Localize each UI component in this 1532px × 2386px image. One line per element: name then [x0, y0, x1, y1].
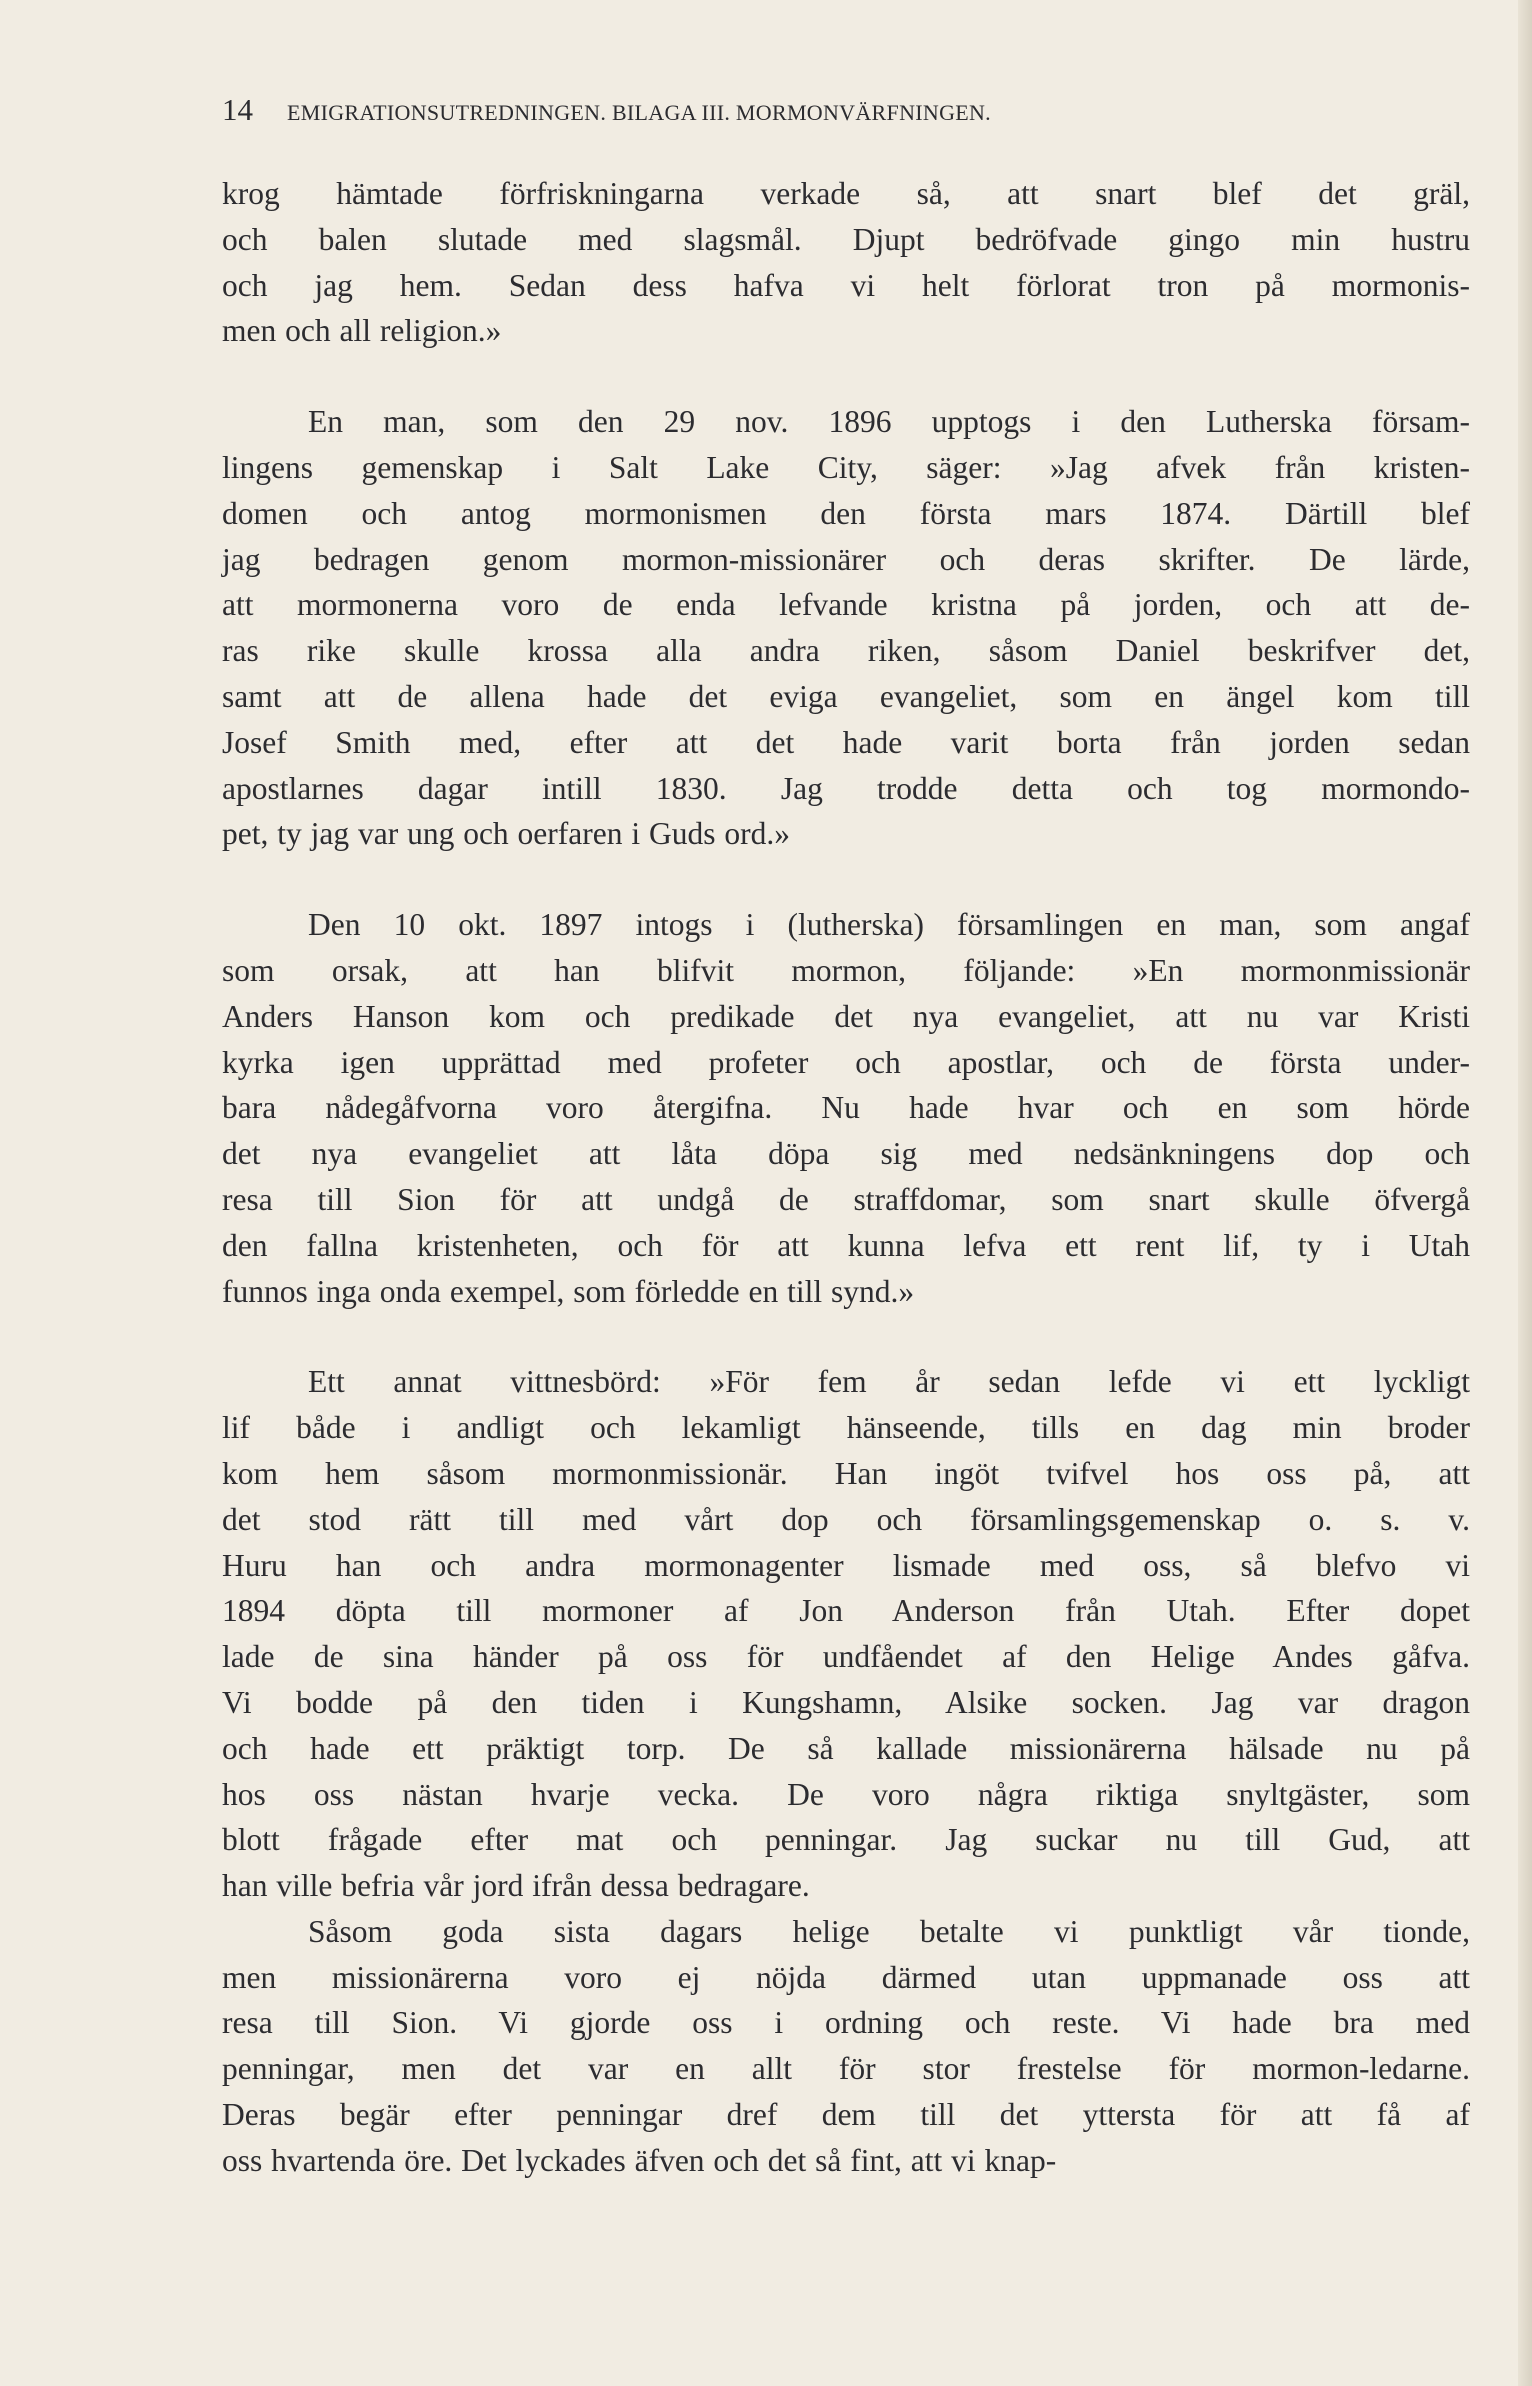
- text-line: men missionärerna voro ej nöjda därmed utan uppmanade oss att: [222, 1959, 1470, 1995]
- text-line: lif både i andligt och lekamligt hänseende, tills en dag min broder: [222, 1410, 1470, 1446]
- text-line: Ett annat vittnesbörd: »För fem år sedan lefde vi ett lyckligt: [308, 1364, 1470, 1400]
- paragraph: [222, 1909, 1470, 2184]
- text-line: lade de sina händer på oss för undfåendet af den Helige Andes gåfva.: [222, 1639, 1470, 1675]
- paragraph: [222, 902, 1470, 1314]
- text-line: funnos inga onda exempel, som förledde en till synd.»: [222, 1273, 915, 1309]
- text-line: oss hvartenda öre. Det lyckades äfven och det så fint, att vi knap-: [222, 2142, 1057, 2178]
- text-line: Den 10 okt. 1897 intogs i (lutherska) församlingen en man, som angaf: [308, 907, 1470, 943]
- text-line: Såsom goda sista dagars helige betalte vi punktligt vår tionde,: [308, 1913, 1470, 1949]
- text-line: kom hem såsom mormonmissionär. Han ingöt tvifvel hos oss på, att: [222, 1455, 1470, 1491]
- text-line: hos oss nästan hvarje vecka. De voro några riktiga snyltgäster, som: [222, 1776, 1470, 1812]
- text-line: penningar, men det var en allt för stor frestelse för mormon-ledarne.: [222, 2051, 1470, 2087]
- text-line: och balen slutade med slagsmål. Djupt bedröfvade gingo min hustru: [222, 221, 1470, 257]
- text-line: jag bedragen genom mormon-missionärer och deras skrifter. De lärde,: [222, 541, 1470, 577]
- text-line: bara nådegåfvorna voro återgifna. Nu hade hvar och en som hörde: [222, 1090, 1470, 1126]
- text-line: apostlarnes dagar intill 1830. Jag trodde detta och tog mormondo-: [222, 770, 1470, 806]
- running-head: [222, 92, 1402, 142]
- text-line: och hade ett präktigt torp. De så kallade missionärerna hälsade nu på: [222, 1730, 1470, 1766]
- text-line: blott frågade efter mat och penningar. Jag suckar nu till Gud, att: [222, 1822, 1470, 1858]
- text-line: samt att de allena hade det eviga evangeliet, som en ängel kom till: [222, 678, 1470, 714]
- text-line: ras rike skulle krossa alla andra riken, såsom Daniel beskrifver det,: [222, 633, 1470, 669]
- text-line: lingens gemenskap i Salt Lake City, säger: »Jag afvek från kristen-: [222, 449, 1470, 485]
- paragraph: [222, 171, 1470, 354]
- text-line: att mormonerna voro de enda lefvande kristna på jorden, och att de-: [222, 587, 1470, 623]
- running-title: EMIGRATIONSUTREDNINGEN. BILAGA III. MORMONVÄRFNINGEN.: [287, 100, 991, 125]
- text-line: och jag hem. Sedan dess hafva vi helt förlorat tron på mormonis-: [222, 267, 1470, 303]
- paragraph: [222, 1359, 1470, 1909]
- text-line: Vi bodde på den tiden i Kungshamn, Alsike socken. Jag var dragon: [222, 1684, 1470, 1720]
- text-line: krog hämtade förfriskningarna verkade så, att snart blef det gräl,: [222, 176, 1470, 211]
- text-line: Huru han och andra mormonagenter lismade med oss, så blefvo vi: [222, 1547, 1470, 1583]
- text-line: Josef Smith med, efter att det hade varit borta från jorden sedan: [222, 724, 1470, 760]
- text-line: Deras begär efter penningar dref dem till det yttersta för att få af: [222, 2097, 1470, 2133]
- text-line: 1894 döpta till mormoner af Jon Anderson från Utah. Efter dopet: [222, 1593, 1470, 1629]
- text-line: det nya evangeliet att låta döpa sig med nedsänkningens dop och: [222, 1136, 1470, 1172]
- text-line: resa till Sion. Vi gjorde oss i ordning och reste. Vi hade bra med: [222, 2005, 1470, 2041]
- text-line: det stod rätt till med vårt dop och församlingsgemenskap o. s. v.: [222, 1501, 1470, 1537]
- text-line: En man, som den 29 nov. 1896 upptogs i den Lutherska försam-: [308, 404, 1470, 440]
- text-line: resa till Sion för att undgå de straffdomar, som snart skulle öfvergå: [222, 1181, 1470, 1217]
- paragraph-gap: [222, 857, 1470, 902]
- page-edge: [1518, 0, 1532, 2386]
- text-line: som orsak, att han blifvit mormon, följande: »En mormonmissionär: [222, 952, 1470, 988]
- paragraph-gap: [222, 1314, 1470, 1359]
- text-line: den fallna kristenheten, och för att kunna lefva ett rent lif, ty i Utah: [222, 1227, 1470, 1263]
- text-line: men och all religion.»: [222, 313, 502, 349]
- body-text: [222, 171, 1470, 2184]
- paragraph-gap: [222, 354, 1470, 399]
- text-line: han ville befria vår jord ifrån dessa bedragare.: [222, 1868, 810, 1904]
- text-line: pet, ty jag var ung och oerfaren i Guds ord.»: [222, 816, 790, 852]
- page-number: 14: [222, 92, 253, 127]
- paragraph: [222, 399, 1470, 857]
- text-line: Anders Hanson kom och predikade det nya evangeliet, att nu var Kristi: [222, 998, 1470, 1034]
- text-line: kyrka igen upprättad med profeter och apostlar, och de första under-: [222, 1044, 1470, 1080]
- text-line: domen och antog mormonismen den första mars 1874. Därtill blef: [222, 495, 1470, 531]
